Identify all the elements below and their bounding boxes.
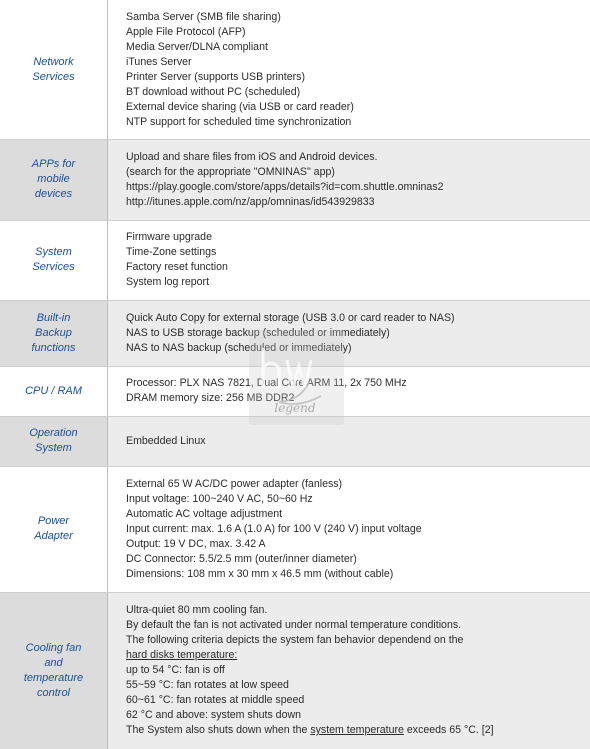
row-label-text: Built-in Backup functions xyxy=(31,311,76,354)
row-label xyxy=(0,300,108,366)
spec-line: BT download without PC (scheduled) xyxy=(126,85,301,98)
row-apps-mobile xyxy=(0,139,590,220)
row-divider xyxy=(0,592,590,593)
spec-line: External device sharing (via USB or card reader) xyxy=(126,100,354,113)
spec-line: Time-Zone settings xyxy=(126,246,217,258)
row-label xyxy=(0,466,108,592)
spec-line: System log report xyxy=(126,276,210,288)
row-divider xyxy=(0,139,590,140)
spec-line: DRAM memory size: 256 MB DDR2 xyxy=(126,392,295,404)
row-label xyxy=(0,366,108,416)
google-play-link[interactable]: https://play.google.com/store/apps/details?id=com.shuttle.omninas2 xyxy=(126,180,444,193)
spec-line: Output: 19 V DC, max. 3.42 A xyxy=(126,537,266,550)
spec-line: NAS to NAS backup (scheduled or immediately) xyxy=(126,341,352,354)
row-label-text: CPU / RAM xyxy=(25,384,82,397)
row-label-text: Network Services xyxy=(32,55,75,83)
spec-line: Upload and share files from iOS and Android devices. xyxy=(126,150,378,163)
spec-line: The System also shuts down when the system temperature exceeds 65 °C. [2] xyxy=(126,724,494,736)
row-system-services xyxy=(0,220,590,300)
spec-line: up to 54 °C: fan is off xyxy=(126,664,225,676)
spec-line-underlined: hard disks temperature: xyxy=(126,649,238,661)
row-label xyxy=(0,220,108,300)
row-label-text: Power Adapter xyxy=(34,515,73,542)
row-operation-system xyxy=(0,416,590,466)
row-label-text: Operation System xyxy=(29,427,78,454)
spec-line: Samba Server (SMB file sharing) xyxy=(126,10,281,23)
row-network-services xyxy=(0,0,590,139)
row-content xyxy=(108,139,590,220)
spec-line: External 65 W AC/DC power adapter (fanless) xyxy=(126,477,343,490)
spec-line: Factory reset function xyxy=(126,261,228,273)
row-label xyxy=(0,0,108,139)
row-label-text: Cooling fan and temperature control xyxy=(23,641,84,699)
row-label xyxy=(0,416,108,466)
row-divider xyxy=(0,220,590,221)
spec-line: Printer Server (supports USB printers) xyxy=(126,70,305,83)
row-cpu-ram xyxy=(0,366,590,416)
row-content xyxy=(108,0,590,139)
spec-line: DC Connector: 5.5/2.5 mm (outer/inner diameter) xyxy=(126,552,357,565)
svg-text:legend: legend xyxy=(274,401,316,415)
spec-line: Automatic AC voltage adjustment xyxy=(126,507,283,520)
spec-line: 55~59 °C: fan rotates at low speed xyxy=(126,679,289,691)
spec-line: By default the fan is not activated under normal temperature conditions. xyxy=(126,619,462,631)
spec-line: iTunes Server xyxy=(126,55,192,68)
spec-line: NAS to USB storage backup (scheduled or immediately) xyxy=(126,326,390,339)
row-label xyxy=(0,139,108,220)
spec-line: Apple File Protocol (AFP) xyxy=(126,25,246,38)
spec-line: Firmware upgrade xyxy=(126,231,212,243)
row-content xyxy=(108,366,590,416)
spec-line: NTP support for scheduled time synchronization xyxy=(126,115,352,128)
spec-line: Dimensions: 108 mm x 30 mm x 46.5 mm (without cable) xyxy=(126,567,394,580)
spec-line: Input voltage: 100~240 V AC, 50~60 Hz xyxy=(126,492,313,505)
underlined-phrase: system temperature xyxy=(310,724,404,736)
row-label-text: APPs for mobile devices xyxy=(31,158,76,200)
spec-line: The following criteria depicts the system fan behavior dependend on the xyxy=(126,634,464,646)
row-content xyxy=(108,466,590,592)
row-divider xyxy=(0,466,590,467)
spec-line: Ultra-quiet 80 mm cooling fan. xyxy=(126,604,268,616)
row-divider xyxy=(0,366,590,367)
row-label-text: System Services xyxy=(32,246,75,273)
row-divider xyxy=(0,416,590,417)
row-label xyxy=(0,592,108,749)
row-backup-functions xyxy=(0,300,590,366)
row-content xyxy=(108,416,590,466)
row-content xyxy=(108,300,590,366)
row-divider xyxy=(0,300,590,301)
spec-line: Processor: PLX NAS 7821, Dual Core ARM 11, 2x 750 MHz xyxy=(126,377,407,389)
row-content xyxy=(108,592,590,749)
spec-line: Embedded Linux xyxy=(126,434,206,447)
spec-line: Input current: max. 1.6 A (1.0 A) for 100 V (240 V) input voltage xyxy=(126,522,422,535)
row-cooling-fan xyxy=(0,592,590,749)
row-power-adapter xyxy=(0,466,590,592)
itunes-link[interactable]: http://itunes.apple.com/nz/app/omninas/id543929833 xyxy=(126,195,375,208)
spec-line: 62 °C and above: system shuts down xyxy=(126,709,302,721)
spec-line: (search for the appropriate "OMNINAS" app) xyxy=(126,165,335,178)
row-content xyxy=(108,220,590,300)
spec-line: Quick Auto Copy for external storage (USB 3.0 or card reader to NAS) xyxy=(126,311,455,324)
spec-line: Media Server/DLNA compliant xyxy=(126,40,268,53)
spec-line: 60~61 °C: fan rotates at middle speed xyxy=(126,694,305,706)
